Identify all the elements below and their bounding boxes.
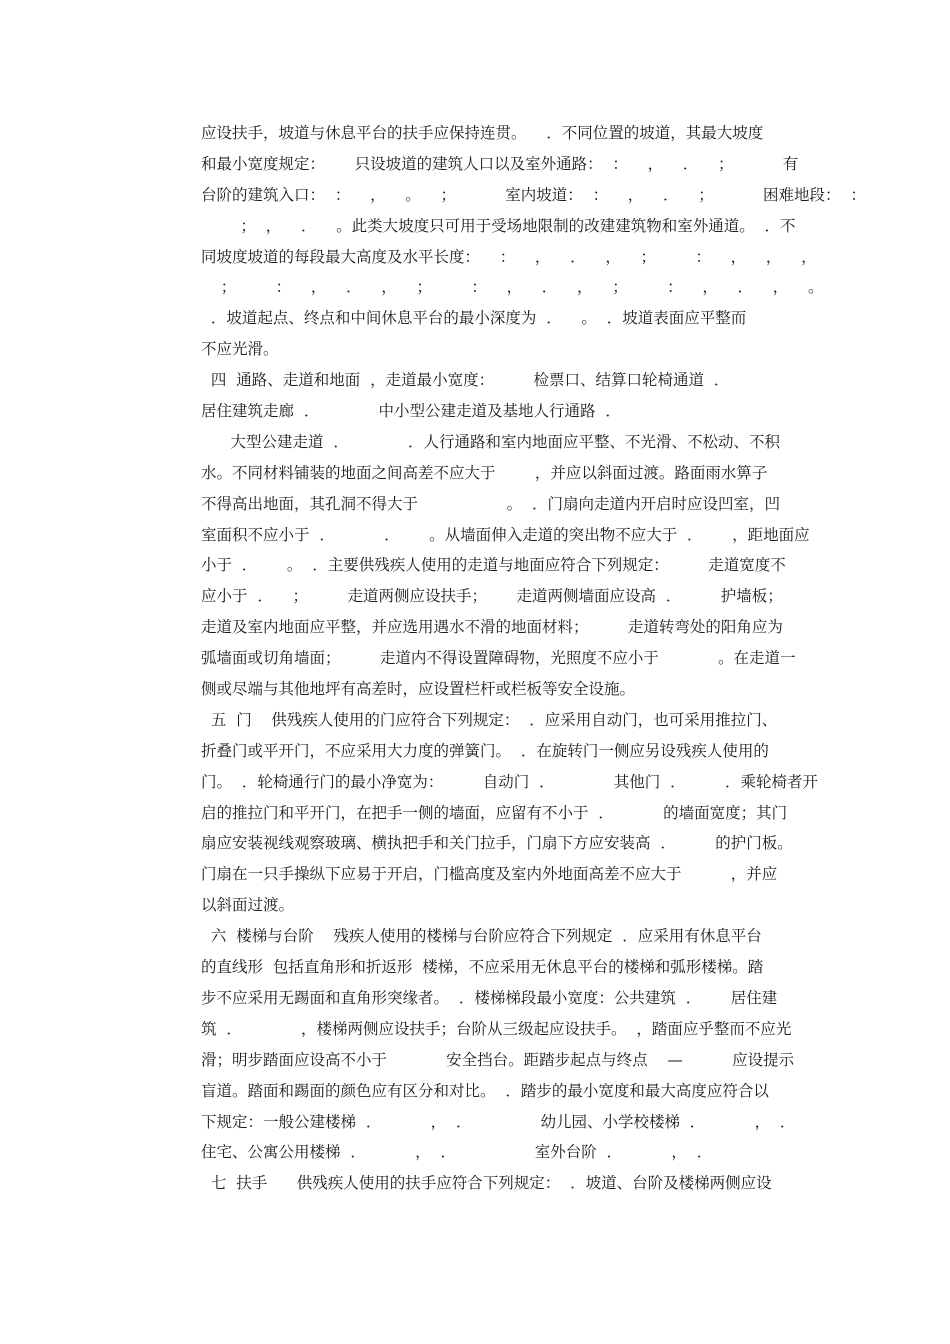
text-line: 门扇在一只手操纵下应易于开启，门槛高度及室内外地面高差不应大于 ，并应: [201, 865, 778, 884]
text-line: 大型公建走道 ． ．人行通路和室内地面应平整、不光滑、不松动、不积: [201, 432, 781, 451]
text-line: 折叠门或平开门，不应采用大力度的弹簧门。 ．在旋转门一侧应另设残疾人使用的: [201, 741, 769, 760]
text-line: ； ， ． 。此类大坡度只可用于受场地限制的改建建筑物和室外通道。 ．不: [201, 216, 796, 235]
text-line: 筑 ． ，楼梯两侧应设扶手；台阶从三级起应设扶手。 ，踏面应乎整而不应光: [201, 1019, 792, 1038]
text-line: 走道及室内地面应平整，并应选用遇水不滑的地面材料； 走道转弯处的阳角应为: [201, 618, 783, 637]
text-line: 下规定：一般公建楼梯 ． ， ． 幼儿园、小学校楼梯 ． ， ．: [201, 1112, 796, 1131]
text-line: 居住建筑走廊 ． 中小型公建走道及基地人行通路 ．: [201, 402, 621, 421]
section-heading-line: 五 门 供残疾人使用的门应符合下列规定： ．应采用自动门，也可采用推拉门、: [201, 710, 778, 729]
text-line: 门。 ．轮椅通行门的最小净宽为： 自动门 ． 其他门 ． ．乘轮椅者开: [201, 772, 819, 791]
text-line: 滑；明步踏面应设高不小于 安全挡台。距踏步起点与终点 — 应设提示: [201, 1050, 795, 1069]
document-body: [201, 118, 866, 1199]
section-heading-line: 六 楼梯与台阶 残疾人使用的楼梯与台阶应符合下列规定 ．应采用有休息平台: [201, 927, 762, 946]
text-line: ．坡道起点、终点和中间休息平台的最小深度为 ． 。 ．坡道表面应平整而: [201, 309, 747, 328]
text-line: 的直线形 包括直角形和折返形 楼梯，不应采用无休息平台的楼梯和弧形楼梯。踏: [201, 958, 764, 977]
text-line: 住宅、公寓公用楼梯 ． ， ． 室外台阶 ． ， ．: [201, 1143, 713, 1162]
text-line: 小于 ． 。 ．主要供残疾人使用的走道与地面应符合下列规定： 走道宽度不: [201, 556, 786, 575]
text-line: 侧或尽端与其他地坪有高差时，应设置栏杆或栏板等安全设施。: [201, 680, 636, 699]
text-line: 盲道。踏面和踢面的颜色应有区分和对比。 ．踏步的最小宽度和最大高度应符合以: [201, 1081, 769, 1100]
text-line: 室面积不应小于 ． ． 。从墙面伸入走道的突出物不应大于 ． ，距地面应: [201, 525, 810, 544]
text-line: 弧墙面或切角墙面； 走道内不得设置障碍物，光照度不应小于 。在走道一: [201, 649, 796, 668]
text-line: 扇应安装视线观察玻璃、横执把手和关门拉手，门扇下方应安装高 ． 的护门板。: [201, 834, 793, 853]
text-line: 应小于 ． ； 走道两侧应设扶手； 走道两侧墙面应设高 ． 护墙板；: [201, 587, 783, 606]
text-line: 不应光滑。: [201, 340, 279, 359]
text-line: 步不应采用无踢面和直角形突缘者。 ．楼梯梯段最小宽度：公共建筑 ． 居住建: [201, 988, 778, 1007]
section-heading-line: 四 通路、走道和地面 ，走道最小宽度： 检票口、结算口轮椅通道 ．: [201, 371, 730, 390]
text-line: 不得高出地面，其孔洞不得大于 。 ．门扇向走道内开启时应设凹室，凹: [201, 494, 781, 513]
text-line: 启的推拉门和平开门，在把手一侧的墙面，应留有不小于 ． 的墙面宽度；其门: [201, 803, 788, 822]
text-line: 同坡度坡道的每段最大高度及水平长度： ： ， ． ， ； ： ， ， ，: [201, 247, 817, 266]
text-line: 应设扶手，坡道与休息平台的扶手应保持连贯。 ．不同位置的坡道，其最大坡度: [201, 124, 764, 142]
text-line: ； ： ， ． ， ； ： ， ． ， ； ： ， ． ， 。: [201, 278, 824, 297]
text-line: 和最小宽度规定： 只设坡道的建筑人口以及室外通路： ： ， ． ； 有: [201, 154, 799, 173]
text-line: 水。不同材料铺装的地面之间高差不应大于 ，并应以斜面过渡。路面雨水箅子: [201, 463, 768, 482]
text-line: 台阶的建筑入口： ： ， 。 ； 室内坡道： ： ， ． ； 困难地段： ：: [201, 185, 866, 204]
text-line: 以斜面过渡。: [201, 896, 295, 915]
section-heading-line: 七 扶手 供残疾人使用的扶手应符合下列规定： ．坡道、台阶及楼梯两侧应设: [201, 1174, 772, 1193]
